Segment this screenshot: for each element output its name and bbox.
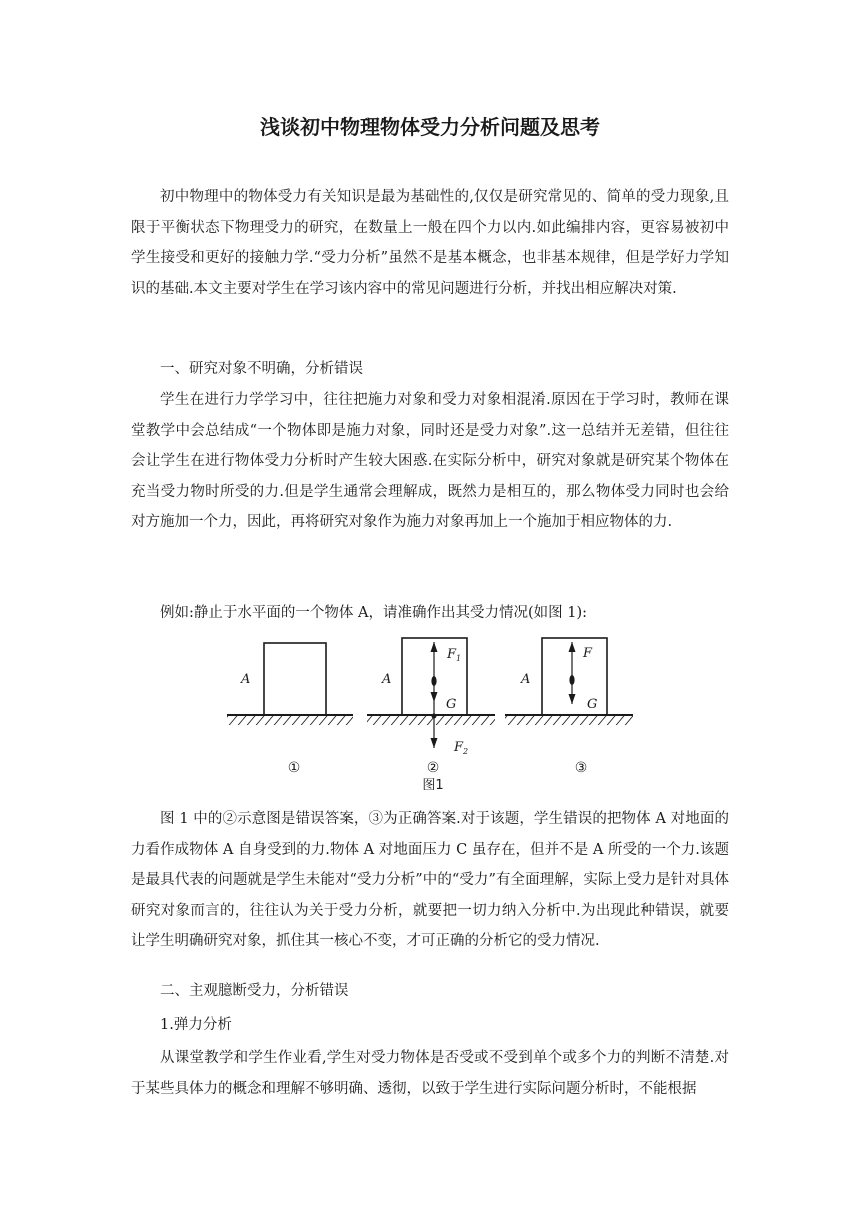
force-label-f: F	[583, 646, 593, 661]
arrow-up-head	[569, 642, 576, 652]
center-dot	[569, 675, 574, 685]
force-label-g: G	[446, 697, 457, 712]
figure-explanation-paragraph: 图 1 中的②示意图是错误答案，③为正确答案.对于该题，学生错误的把物体 A 对地面的力看作成物体 A 自身受到的力.物体 A 对地面压力 C 虽存在，但并不是 A 所受的一个力.该题是最具代表的问题就是学生未能对“受力分析”中的“受力”有全面理解，实际上受力是针对具体研究对象而言的，往往认为关于受力分析，就要把一切力纳入分析中.为出现此种错误，就要让学生明确研究对象，抓住其一核心不变，才可正确的分析它的受力情况.	[131, 811, 729, 949]
section-heading-1: 一、研究对象不明确，分析错误	[160, 361, 363, 377]
panel-number-3: ③	[574, 760, 588, 776]
panel-3	[505, 638, 633, 725]
contact-dot	[432, 714, 437, 719]
panel-number-2: ②	[426, 760, 440, 776]
arrow-up-head	[431, 642, 438, 652]
document-title: 浅谈初中物理物体受力分析问题及思考	[260, 115, 600, 139]
force-label-f1: $F_1$	[447, 647, 462, 663]
panel-number-1: ①	[287, 760, 301, 776]
force-label-f2: $F_2$	[454, 740, 469, 756]
panel-1	[227, 643, 353, 725]
example-line: 例如:静止于水平面的一个物体 A，请准确作出其受力情况(如图 1):	[160, 605, 587, 621]
arrow-gravity-head	[569, 694, 576, 704]
section-heading-2: 二、主观臆断受力，分析错误	[160, 983, 349, 999]
ground-hatch	[505, 716, 633, 725]
ground-hatch	[367, 716, 495, 725]
arrow-down-head	[431, 738, 438, 748]
block-a	[264, 643, 326, 715]
force-diagram-figure	[215, 630, 645, 790]
intro-paragraph: 初中物理中的物体受力有关知识是最为基础性的,仅仅是研究常见的、简单的受力现象,且限于平衡状态下物理受力的研究，在数量上一般在四个力以内.如此编排内容，更容易被初中学生接受和更好的接触力学.“受力分析”虽然不是基本概念，也非基本规律，但是学好力学知识的基础.本文主要对学生在学习该内容中的常见问题进行分析，并找出相应解决对策.	[131, 189, 729, 297]
object-label: A	[241, 672, 251, 687]
panel-2	[367, 638, 495, 756]
force-label-g: G	[587, 697, 598, 712]
figure-caption: 图1	[422, 778, 444, 790]
subsection-heading: 1.弹力分析	[160, 1017, 232, 1033]
center-dot	[431, 676, 436, 686]
arrow-gravity-head	[431, 692, 438, 702]
object-label: A	[382, 672, 392, 687]
force-diagram	[215, 630, 645, 790]
object-label: A	[521, 672, 531, 687]
section1-paragraph: 学生在进行力学学习中，往往把施力对象和受力对象相混淆.原因在于学习时，教师在课堂教学中会总结成“一个物体即是施力对象，同时还是受力对象”.这一总结并无差错，但往往会让学生在进行物体受力分析时产生较大困惑.在实际分析中，研究对象就是研究某个物体在充当受力物时所受的力.但是学生通常会理解成，既然力是相互的，那么物体受力同时也会给对方施加一个力，因此，再将研究对象作为施力对象再加上一个施加于相应物体的力.	[131, 392, 729, 530]
ground-hatch	[227, 716, 353, 725]
last-paragraph: 从课堂教学和学生作业看,学生对受力物体是否受或不受到单个或多个力的判断不清楚.对于某些具体力的概念和理解不够明确、透彻，以致于学生进行实际问题分析时，不能根据	[131, 1050, 729, 1097]
